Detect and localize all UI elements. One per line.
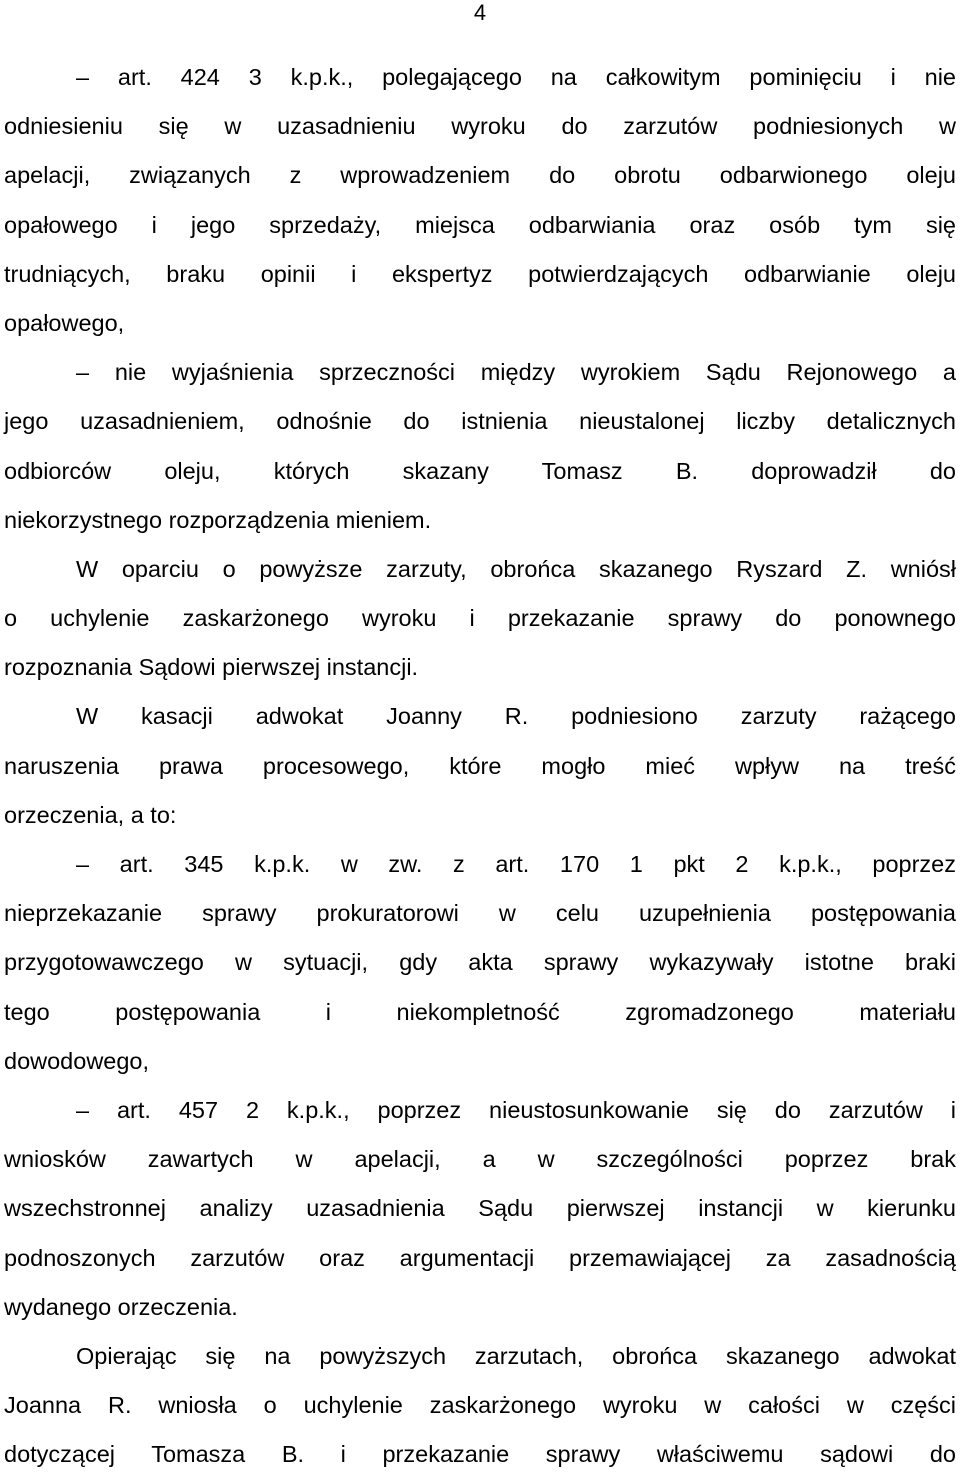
text-line: podnoszonych zarzutów oraz argumentacji przemawiającej za zasadnością (4, 1244, 956, 1271)
text-line: niekorzystnego rozporządzenia mieniem. (4, 506, 432, 533)
text-line: odniesieniu się w uzasadnieniu wyroku do zarzutów podniesionych w (4, 113, 956, 140)
text-line: opałowego i jego sprzedaży, miejsca odbarwiania oraz osób tym się (4, 211, 956, 238)
text-line: W kasacji adwokat Joanny R. podniesiono zarzuty rażącego (76, 703, 956, 730)
text-line: Joanna R. wniosła o uchylenie zaskarżonego wyroku w całości w części (4, 1392, 956, 1419)
text-line: apelacji, związanych z wprowadzeniem do obrotu odbarwionego oleju (4, 162, 956, 189)
text-line: tego postępowania i niekompletność zgromadzonego materiału (4, 998, 956, 1025)
text-line: dotyczącej Tomasza B. i przekazanie sprawy właściwemu sądowi do (4, 1441, 956, 1468)
text-line: dowodowego, (4, 1047, 150, 1074)
text-line: – art. 424 3 k.p.k., polegającego na całkowitym pominięciu i nie (76, 64, 956, 90)
text-line: W oparciu o powyższe zarzuty, obrońca skazanego Ryszard Z. wniósł (76, 555, 956, 582)
text-line: odbiorców oleju, których skazany Tomasz B. doprowadził do (4, 457, 956, 484)
text-line: – nie wyjaśnienia sprzeczności między wyrokiem Sądu Rejonowego a (76, 359, 956, 386)
text-line: rozpoznania Sądowi pierwszej instancji. (4, 654, 419, 681)
text-line: przygotowawczego w sytuacji, gdy akta sprawy wykazywały istotne braki (4, 949, 956, 976)
text-line: orzeczenia, a to: (4, 801, 177, 828)
text-line: Opierając się na powyższych zarzutach, obrońca skazanego adwokat (76, 1342, 956, 1369)
page-number: 4 (473, 0, 487, 25)
text-line: wszechstronnej analizy uzasadnienia Sądu pierwszej instancji w kierunku (4, 1195, 956, 1222)
text-line: trudniących, braku opinii i ekspertyz potwierdzających odbarwianie oleju (4, 260, 956, 287)
text-line: wydanego orzeczenia. (4, 1293, 238, 1320)
text-line: – art. 345 k.p.k. w zw. z art. 170 1 pkt 2 k.p.k., poprzez (76, 851, 956, 877)
text-line: – art. 457 2 k.p.k., poprzez nieustosunkowanie się do zarzutów i (76, 1096, 956, 1123)
document-body (4, 53, 956, 1479)
text-line: o uchylenie zaskarżonego wyroku i przekazanie sprawy do ponownego (4, 605, 956, 632)
text-line: naruszenia prawa procesowego, które mogło mieć wpływ na treść (4, 752, 956, 779)
text-line: opałowego, (4, 309, 125, 336)
text-line: nieprzekazanie sprawy prokuratorowi w celu uzupełnienia postępowania (4, 900, 956, 927)
text-line: wniosków zawartych w apelacji, a w szczególności poprzez brak (4, 1146, 956, 1173)
text-line: jego uzasadnieniem, odnośnie do istnienia nieustalonej liczby detalicznych (4, 408, 956, 435)
